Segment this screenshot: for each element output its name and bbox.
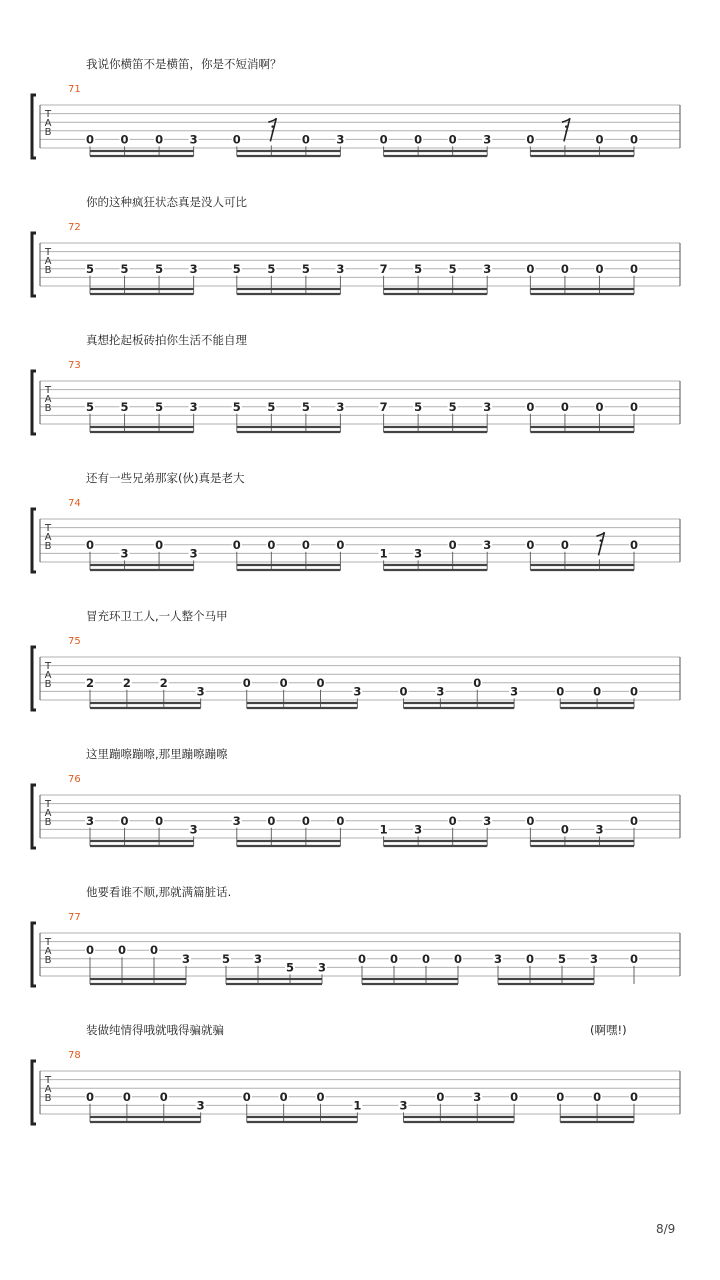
rest-symbol: 𝄾 [268, 118, 274, 140]
fret-number: 0 [414, 132, 423, 147]
fret-number: 0 [448, 813, 457, 828]
fret-number: 0 [117, 943, 127, 958]
tab-staff [0, 366, 720, 456]
fret-number: 0 [560, 537, 569, 552]
system-bracket [32, 1061, 36, 1124]
fret-number: 3 [336, 132, 345, 147]
tab-clef-letter: B [44, 955, 52, 966]
fret-number: 7 [379, 399, 388, 414]
fret-number: 0 [301, 813, 310, 828]
fret-number: 0 [379, 132, 388, 147]
fret-number: 0 [357, 951, 367, 966]
fret-number: 1 [379, 822, 388, 837]
fret-number: 3 [336, 261, 345, 276]
lyric-line: 我说你横笛不是横笛，你是不短消啊？ [86, 57, 282, 71]
fret-number: 0 [453, 951, 463, 966]
fret-number: 0 [629, 261, 639, 276]
fret-number: 5 [267, 261, 276, 276]
fret-number: 0 [473, 675, 482, 690]
fret-number: 0 [149, 943, 159, 958]
system-bracket [32, 233, 36, 296]
fret-number: 5 [285, 960, 295, 975]
fret-number: 3 [189, 822, 198, 837]
fret-number: 0 [421, 951, 431, 966]
fret-number: 0 [122, 1089, 131, 1104]
lyric-exclamation: (啊嘿!) [590, 1023, 627, 1037]
system-bracket [32, 647, 36, 710]
fret-number: 5 [120, 399, 129, 414]
fret-number: 0 [525, 951, 535, 966]
page-number: 8/9 [656, 1222, 676, 1236]
tab-clef-letter: A [44, 532, 52, 543]
fret-number: 3 [483, 399, 492, 414]
fret-number: 0 [159, 1089, 168, 1104]
fret-number: 0 [279, 1089, 288, 1104]
fret-number: 0 [85, 537, 95, 552]
fret-number: 0 [629, 1089, 639, 1104]
tab-staff [0, 780, 720, 870]
tab-clef-letter: T [44, 109, 52, 120]
fret-number: 0 [301, 132, 310, 147]
fret-number: 0 [301, 537, 310, 552]
fret-number: 3 [189, 132, 198, 147]
fret-number: 0 [120, 813, 129, 828]
lyric-line: 冒充环卫工人,一人整个马甲 [86, 609, 228, 623]
fret-number: 0 [232, 132, 241, 147]
fret-number: 0 [448, 537, 457, 552]
fret-number: 0 [399, 684, 408, 699]
tab-clef-letter: B [44, 1093, 52, 1104]
fret-number: 0 [629, 813, 639, 828]
fret-number: 0 [629, 399, 639, 414]
fret-number: 3 [253, 951, 263, 966]
tab-clef-letter: T [44, 661, 52, 672]
fret-number: 0 [336, 537, 345, 552]
fret-number: 0 [85, 943, 95, 958]
measure-number: 73 [68, 360, 81, 371]
fret-number: 3 [414, 822, 423, 837]
fret-number: 0 [436, 1089, 445, 1104]
measure-number: 76 [68, 774, 81, 785]
measure-number: 77 [68, 912, 81, 923]
tab-clef-letter: A [44, 670, 52, 681]
tab-staff [0, 642, 720, 732]
fret-number: 5 [85, 399, 95, 414]
fret-number: 5 [85, 261, 95, 276]
fret-number: 0 [595, 132, 604, 147]
fret-number: 0 [593, 684, 602, 699]
fret-number: 0 [556, 1089, 565, 1104]
fret-number: 5 [448, 261, 457, 276]
tab-clef-letter: B [44, 679, 52, 690]
fret-number: 0 [85, 132, 95, 147]
fret-number: 1 [379, 546, 388, 561]
fret-number: 3 [399, 1098, 408, 1113]
measure-number: 72 [68, 222, 81, 233]
fret-number: 3 [232, 813, 241, 828]
tab-clef-letter: B [44, 403, 52, 414]
tab-clef-letter: A [44, 118, 52, 129]
tab-clef-letter: A [44, 256, 52, 267]
fret-number: 0 [560, 399, 569, 414]
fret-number: 0 [448, 132, 457, 147]
fret-number: 0 [316, 675, 325, 690]
fret-number: 0 [155, 813, 164, 828]
fret-number: 3 [120, 546, 129, 561]
fret-number: 0 [279, 675, 288, 690]
fret-number: 5 [267, 399, 276, 414]
system-bracket [32, 785, 36, 848]
fret-number: 5 [557, 951, 567, 966]
fret-number: 0 [155, 537, 164, 552]
measure-number: 71 [68, 84, 81, 95]
fret-number: 2 [159, 675, 168, 690]
tab-staff [0, 918, 720, 1008]
fret-number: 3 [189, 546, 198, 561]
system-bracket [32, 509, 36, 572]
tab-clef-letter: T [44, 1075, 52, 1086]
fret-number: 5 [301, 399, 310, 414]
rest-symbol: 𝄾 [562, 118, 568, 140]
fret-number: 3 [189, 261, 198, 276]
fret-number: 3 [510, 684, 519, 699]
system-bracket [32, 923, 36, 986]
tab-clef-letter: B [44, 265, 52, 276]
fret-number: 0 [336, 813, 345, 828]
fret-number: 0 [526, 399, 535, 414]
tab-staff [0, 228, 720, 318]
fret-number: 0 [629, 132, 639, 147]
tab-clef-letter: A [44, 394, 52, 405]
fret-number: 5 [221, 951, 231, 966]
measure-number: 78 [68, 1050, 81, 1061]
fret-number: 3 [181, 951, 191, 966]
system-bracket [32, 95, 36, 158]
tab-clef-letter: A [44, 946, 52, 957]
lyric-line: 还有一些兄弟那家(伙)真是老大 [86, 471, 245, 485]
fret-number: 3 [595, 822, 604, 837]
fret-number: 3 [317, 960, 327, 975]
fret-number: 0 [526, 132, 535, 147]
lyric-line: 这里蹦嚓蹦嚓,那里蹦嚓蹦嚓 [86, 747, 228, 761]
fret-number: 5 [120, 261, 129, 276]
fret-number: 0 [560, 261, 569, 276]
fret-number: 0 [560, 822, 569, 837]
tab-clef-letter: A [44, 808, 52, 819]
tab-staff [0, 1056, 720, 1146]
fret-number: 3 [189, 399, 198, 414]
system-bracket [32, 371, 36, 434]
fret-number: 0 [526, 813, 535, 828]
fret-number: 0 [593, 1089, 602, 1104]
fret-number: 0 [629, 537, 639, 552]
fret-number: 5 [155, 399, 164, 414]
fret-number: 5 [301, 261, 310, 276]
fret-number: 0 [510, 1089, 519, 1104]
fret-number: 3 [196, 1098, 205, 1113]
fret-number: 3 [414, 546, 423, 561]
fret-number: 3 [85, 813, 95, 828]
measure-number: 75 [68, 636, 81, 647]
lyric-line: 他要看谁不顺,那就满篇脏话. [86, 885, 232, 899]
fret-number: 3 [493, 951, 503, 966]
fret-number: 0 [232, 537, 241, 552]
fret-number: 3 [483, 261, 492, 276]
tab-staff [0, 504, 720, 594]
fret-number: 5 [414, 261, 423, 276]
fret-number: 0 [242, 1089, 251, 1104]
fret-number: 1 [353, 1098, 362, 1113]
fret-number: 3 [473, 1089, 482, 1104]
tab-clef-letter: T [44, 523, 52, 534]
fret-number: 3 [483, 813, 492, 828]
tab-clef-letter: B [44, 817, 52, 828]
fret-number: 3 [483, 537, 492, 552]
fret-number: 3 [483, 132, 492, 147]
fret-number: 5 [232, 261, 241, 276]
fret-number: 0 [155, 132, 164, 147]
fret-number: 0 [316, 1089, 325, 1104]
fret-number: 2 [122, 675, 131, 690]
fret-number: 0 [595, 399, 604, 414]
fret-number: 3 [196, 684, 205, 699]
fret-number: 5 [414, 399, 423, 414]
fret-number: 0 [629, 951, 639, 966]
tab-clef-letter: B [44, 541, 52, 552]
fret-number: 0 [629, 684, 639, 699]
fret-number: 5 [448, 399, 457, 414]
fret-number: 5 [155, 261, 164, 276]
tab-clef-letter: B [44, 127, 52, 138]
fret-number: 3 [353, 684, 362, 699]
fret-number: 0 [556, 684, 565, 699]
tab-staff [0, 90, 720, 180]
fret-number: 5 [232, 399, 241, 414]
lyric-line: 装做纯情得哦就哦得骗就骗 [86, 1023, 224, 1037]
fret-number: 0 [242, 675, 251, 690]
fret-number: 7 [379, 261, 388, 276]
fret-number: 0 [526, 537, 535, 552]
fret-number: 0 [595, 261, 604, 276]
tab-clef-letter: T [44, 937, 52, 948]
tab-clef-letter: T [44, 385, 52, 396]
fret-number: 0 [267, 813, 276, 828]
tab-clef-letter: T [44, 799, 52, 810]
fret-number: 0 [526, 261, 535, 276]
fret-number: 3 [436, 684, 445, 699]
measure-number: 74 [68, 498, 81, 509]
rest-symbol: 𝄾 [597, 532, 602, 554]
fret-number: 0 [389, 951, 399, 966]
lyric-line: 真想抡起板砖拍你生活不能自理 [86, 333, 247, 347]
fret-number: 3 [336, 399, 345, 414]
fret-number: 2 [85, 675, 95, 690]
fret-number: 0 [85, 1089, 95, 1104]
fret-number: 0 [267, 537, 276, 552]
tab-clef-letter: T [44, 247, 52, 258]
fret-number: 3 [589, 951, 599, 966]
fret-number: 0 [120, 132, 129, 147]
lyric-line: 你的这种疯狂状态真是没人可比 [86, 195, 247, 209]
tab-clef-letter: A [44, 1084, 52, 1095]
